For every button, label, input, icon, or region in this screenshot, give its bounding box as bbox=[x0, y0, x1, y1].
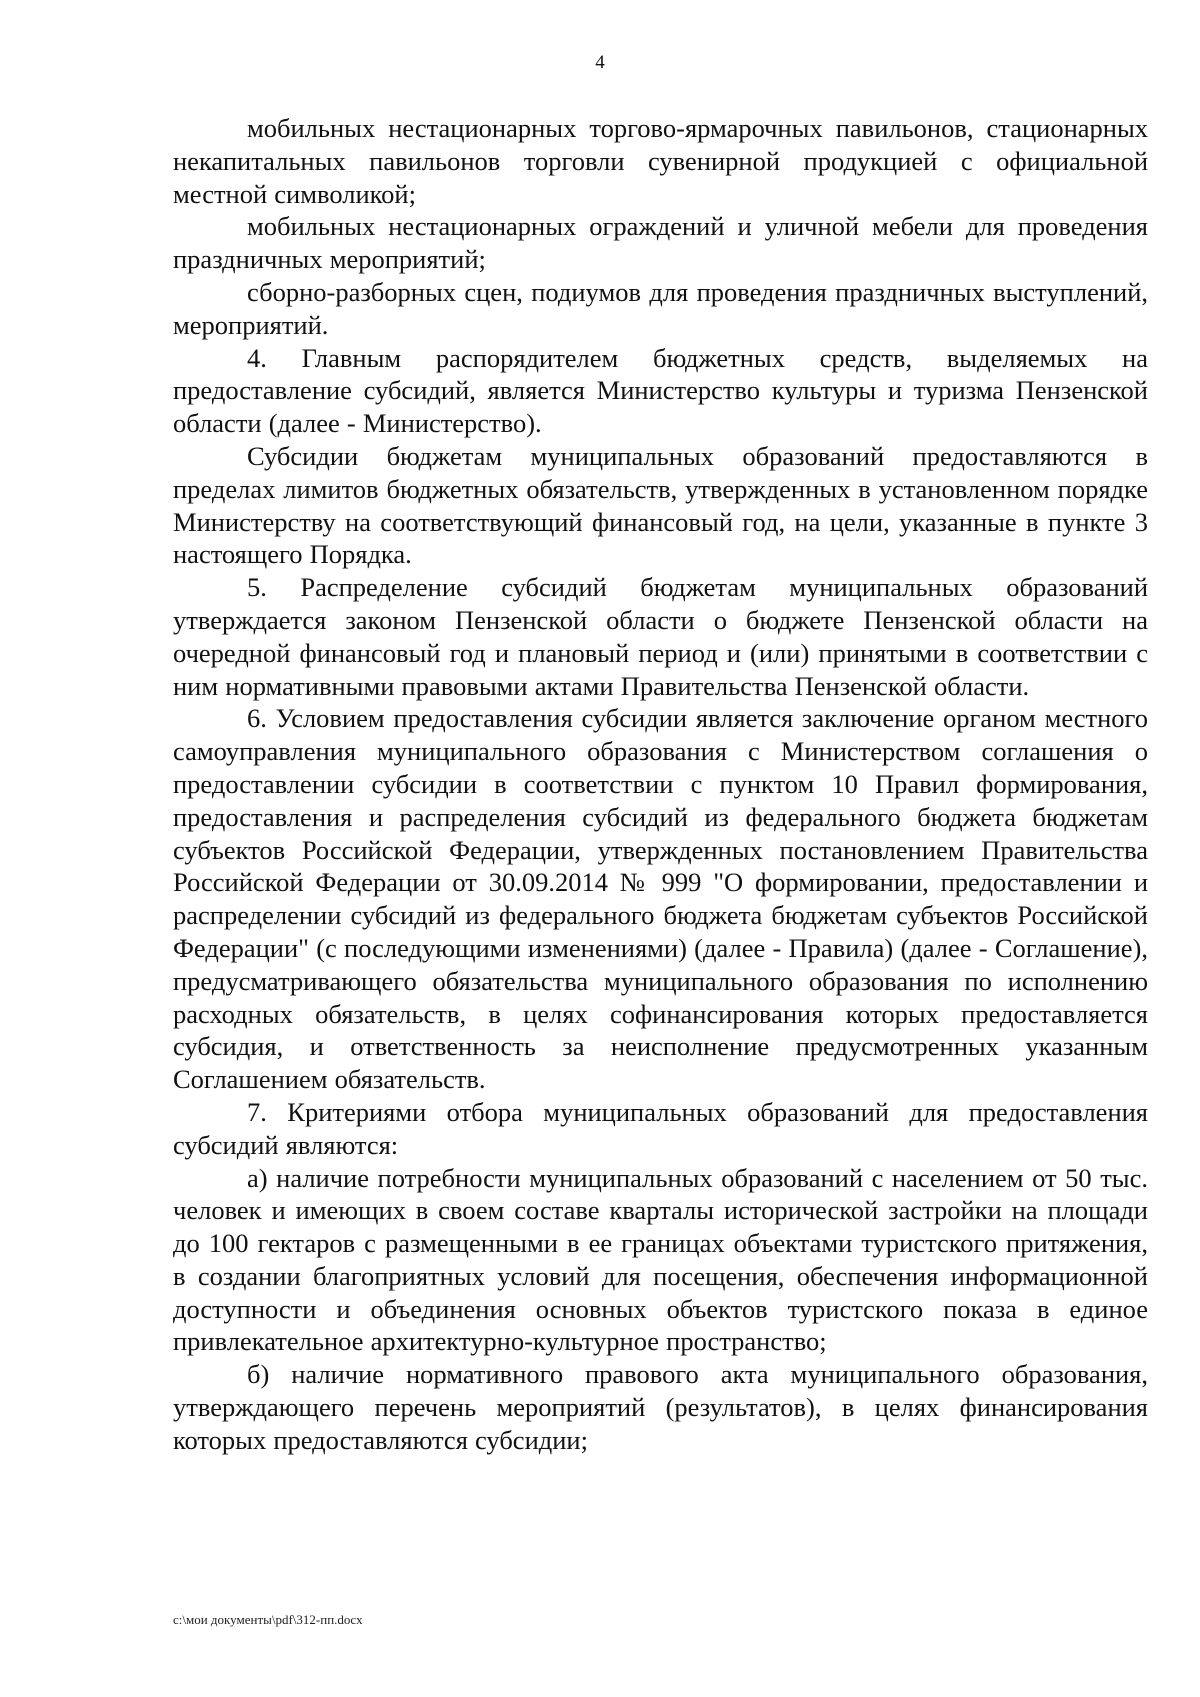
page-number: 4 bbox=[595, 52, 605, 73]
paragraph-clause-5: 5. Распределение субсидий бюджетам муниципальных образований утверждается законом Пензенской области о бюджете Пензенской области на очередной финансовый год и плановый период и (или) принятыми в соответствии с ним нормативными правовыми актами Правительства Пензенской области. bbox=[173, 572, 1148, 701]
paragraph-clause-6: 6. Условием предоставления субсидии является заключение органом местного самоуправления муниципального образования с Министерством соглашения о предоставлении субсидии в соответствии с пунктом 10 Правил формирования, предоставления и распределения субсидий из федерального бюджета бюджетам субъектов Российской Федерации, утвержденных постановлением Правительства Российской Федерации от 30.09.2014 № 999 "О формировании, предоставлении и распределении субсидий из федерального бюджета бюджетам субъектов Российской Федерации" (с последующими изменениями) (далее - Правила) (далее - Соглашение), предусматривающего обязательства муниципального образования по исполнению расходных обязательств, в целях софинансирования которых предоставляется субсидия, и ответственность за неисполнение предусмотренных указанным Соглашением обязательств. bbox=[173, 703, 1148, 1095]
footer-file-path: c:\мои документы\pdf\312-пп.docx bbox=[173, 1612, 363, 1627]
paragraph-clause-7: 7. Критериями отбора муниципальных образований для предоставления субсидий являются: bbox=[173, 1096, 1148, 1160]
paragraph-stages: сборно-разборных сцен, подиумов для проведения праздничных выступлений, мероприятий. bbox=[173, 276, 1148, 340]
paragraph-subsidy-limits: Субсидии бюджетам муниципальных образований предоставляются в пределах лимитов бюджетных обязательств, утвержденных в установленном порядке Министерству на соответствующий финансовый год, на цели, указанные в пункте 3 настоящего Порядка. bbox=[173, 440, 1148, 570]
paragraph-criterion-b: б) наличие нормативного правового акта муниципального образования, утверждающего перечень мероприятий (результатов), в целях финансирования которых предоставляются субсидии; bbox=[173, 1359, 1148, 1455]
document-body bbox=[173, 112, 1148, 1457]
paragraph-criterion-a: а) наличие потребности муниципальных образований с населением от 50 тыс. человек и имеющих в своем составе кварталы исторической застройки на площади до 100 гектаров с размещенными в ее границах объектами туристского притяжения, в создании благоприятных условий для посещения, обеспечения информационной доступности и объединения основных объектов туристского показа в единое привлекательное архитектурно-культурное пространство; bbox=[173, 1162, 1148, 1357]
paragraph-pavilions: мобильных нестационарных торгово-ярмарочных павильонов, стационарных некапитальных павильонов торговли сувенирной продукцией с официальной местной символикой; bbox=[173, 113, 1148, 209]
paragraph-clause-4: 4. Главным распорядителем бюджетных средств, выделяемых на предоставление субсидий, является Министерство культуры и туризма Пензенской области (далее - Министерство). bbox=[173, 342, 1148, 439]
paragraph-fences: мобильных нестационарных ограждений и уличной мебели для проведения праздничных мероприятий; bbox=[173, 211, 1148, 275]
